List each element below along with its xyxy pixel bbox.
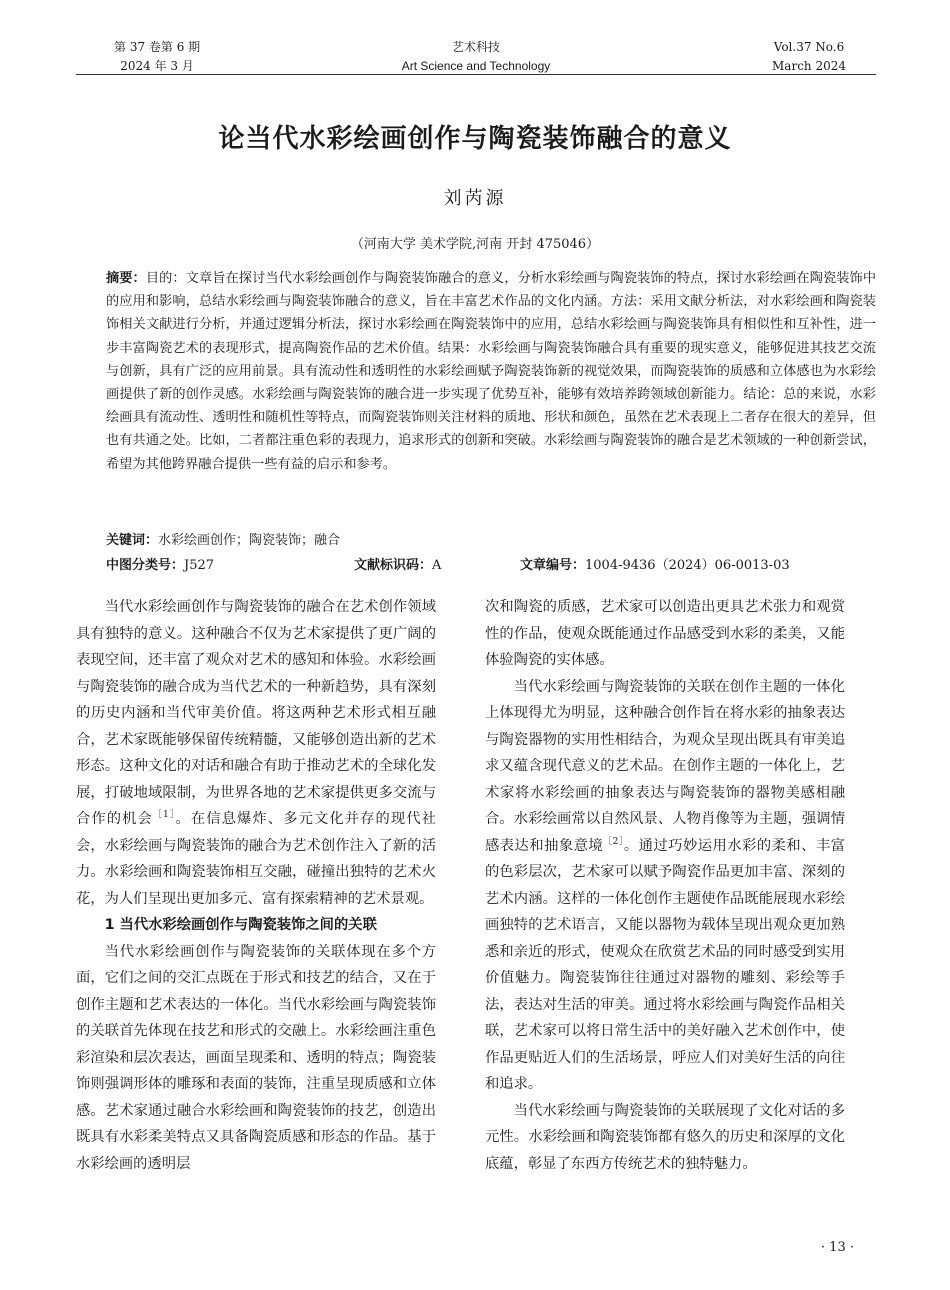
header-volume-issue: 第 37 卷第 6 期 (114, 40, 201, 54)
body-paragraph: 当代水彩绘画与陶瓷装饰的关联展现了文化对话的多元性。水彩绘画和陶瓷装饰都有悠久的历史和深厚的文化底蕴，彰显了东西方传统艺术的独特魅力。 (485, 1102, 845, 1172)
abstract (106, 267, 876, 476)
body-paragraph (76, 594, 436, 912)
running-header (76, 30, 876, 78)
doc-label: 文献标识码： (354, 558, 433, 573)
article-number-label: 文章编号： (520, 558, 586, 573)
reference-1[interactable]: ［1］ (152, 810, 176, 821)
keywords (106, 530, 340, 552)
body-column-left (76, 594, 436, 1177)
header-divider (76, 74, 876, 75)
body-text: 当代水彩绘画与陶瓷装饰的关联在创作主题的一体化上体现得尤为明显，这种融合创作旨在将水彩的抽象表达与陶瓷器物的实用性相结合，为观众呈现出既具有审美追求又蕴含现代意义的艺术品。在创作主题的一体化上，艺术家将水彩绘画的抽象表达与陶瓷装饰的器物美感相融合。水彩绘画常以自然风景、人物肖像等为主题，强调情感表达和抽象意境 (485, 678, 845, 854)
article-number (520, 555, 790, 577)
section-heading-1: 1 当代水彩绘画创作与陶瓷装饰之间的关联 (104, 917, 377, 933)
header-vol-no: Vol.37 No.6 (773, 40, 845, 54)
keywords-label: 关键词： (106, 533, 159, 548)
journal-name-cn: 艺术科技 (451, 40, 500, 54)
body-paragraph-continued: 次和陶瓷的质感，艺术家可以创造出更具艺术张力和观赏性的作品，使观众既能通过作品感受到水彩的柔美，又能体验陶瓷的实体感。 (485, 599, 845, 668)
doc-value: A (432, 558, 442, 573)
author-name: 刘芮源 (443, 188, 507, 209)
journal-name-en: Art Science and Technology (401, 59, 551, 73)
abstract-label: 摘要： (106, 271, 146, 286)
body-text: 。在信息爆炸、多元文化并存的现代社会，水彩绘画与陶瓷装饰的融合为艺术创作注入了新的活力。水彩绘画和陶瓷装饰相互交融，碰撞出独特的艺术火花，为人们呈现出更加多元、富有探索精神的艺术景观。 (76, 811, 437, 907)
article-number-value: 1004-9436（2024）06-0013-03 (585, 558, 790, 573)
body-paragraph: 当代水彩绘画创作与陶瓷装饰的关联体现在多个方面，它们之间的交汇点既在于形式和技艺的结合，又在于创作主题和艺术表达的一体化。当代水彩绘画与陶瓷装饰的关联首先体现在技艺和形式的交融上。水彩绘画注重色彩渲染和层次表达，画面呈现柔和、透明的特点；陶瓷装饰则强调形体的雕琢和表面的装饰，注重呈现质感和立体感。艺术家通过融合水彩绘画和陶瓷装饰的技艺，创造出既具有水彩柔美特点又具备陶瓷质感和形态的作品。基于水彩绘画的透明层 (76, 943, 436, 1172)
doc-code (354, 555, 441, 577)
clc-value: J527 (184, 558, 215, 573)
body-text: 。通过巧妙运用水彩的柔和、丰富的色彩层次，艺术家可以赋予陶瓷作品更加丰富、深刻的艺术内涵。这样的一体化创作主题使作品既能展现水彩绘画独特的艺术语言，又能以器物为载体呈现出观众更加熟悉和亲近的形式，使观众在欣赏艺术品的同时感受到实用价值魅力。陶瓷装饰往往通过对器物的雕刻、彩绘等手法，表达对生活的审美。通过将水彩绘画与陶瓷作品相关联，艺术家可以将日常生活中的美好融入艺术创作中，使作品更贴近人们的生活场景，呼应人们对美好生活的向往和追求。 (485, 837, 846, 1092)
body-column-right (485, 594, 845, 1177)
paper-title: 论当代水彩绘画创作与陶瓷装饰融合的意义 (218, 124, 732, 154)
affiliation: （河南大学 美术学院,河南 开封 475046） (350, 237, 600, 252)
clc-code (106, 555, 214, 577)
abstract-text: 目的：文章旨在探讨当代水彩绘画创作与陶瓷装饰融合的意义，分析水彩绘画与陶瓷装饰的特点，探讨水彩绘画在陶瓷装饰中的应用和影响，总结水彩绘画与陶瓷装饰融合的意义，旨在丰富艺术作品的文化内涵。方法：采用文献分析法，对水彩绘画和陶瓷装饰相关文献进行分析，并通过逻辑分析法，探讨水彩绘画在陶瓷装饰中的应用，总结水彩绘画与陶瓷装饰具有相似性和互补性，进一步丰富陶瓷艺术的表现形式，提高陶瓷作品的艺术价值。结果：水彩绘画与陶瓷装饰融合具有重要的现实意义，能够促进其技艺交流与创新，具有广泛的应用前景。具有流动性和透明性的水彩绘画赋予陶瓷装饰新的视觉效果，而陶瓷装饰的质感和立体感也为水彩绘画提供了新的创作灵感。水彩绘画与陶瓷装饰的融合进一步实现了优势互补，能够有效培养跨领域创新能力。结论：总的来说，水彩绘画具有流动性、透明性和随机性等特点，而陶瓷装饰则关注材料的质地、形状和颜色，虽然在艺术表现上二者存在很大的差异，但也有共通之处。比如，二者都注重色彩的表现力，追求形式的创新和突破。水彩绘画与陶瓷装饰的融合是艺术领域的一种创新尝试，希望为其他跨界融合提供一些有益的启示和参考。 (106, 271, 877, 472)
reference-2[interactable]: ［2］ (603, 836, 624, 847)
header-date-cn: 2024 年 3 月 (120, 59, 194, 73)
header-date-en: March 2024 (772, 59, 846, 73)
body-paragraph (485, 674, 845, 1098)
header-vol-en (772, 38, 846, 76)
keywords-text: 水彩绘画创作；陶瓷装饰；融合 (158, 533, 341, 548)
clc-label: 中图分类号： (106, 558, 185, 573)
page-number: · 13 · (820, 1240, 854, 1255)
body-text: 当代水彩绘画创作与陶瓷装饰的融合在艺术创作领域具有独特的意义。这种融合不仅为艺术家提供了更广阔的表现空间，还丰富了观众对艺术的感知和体验。水彩绘画与陶瓷装饰的融合成为当代艺术的一种新趋势，具有深刻的历史内涵和当代审美价值。将这两种艺术形式相互融合，艺术家既能够保留传统精髓，又能够创造出新的艺术形态。这种文化的对话和融合有助于推动艺术的全球化发展，打破地域限制，为世界各地的艺术家提供更多交流与合作的机会 (76, 599, 436, 827)
header-journal (76, 38, 876, 76)
